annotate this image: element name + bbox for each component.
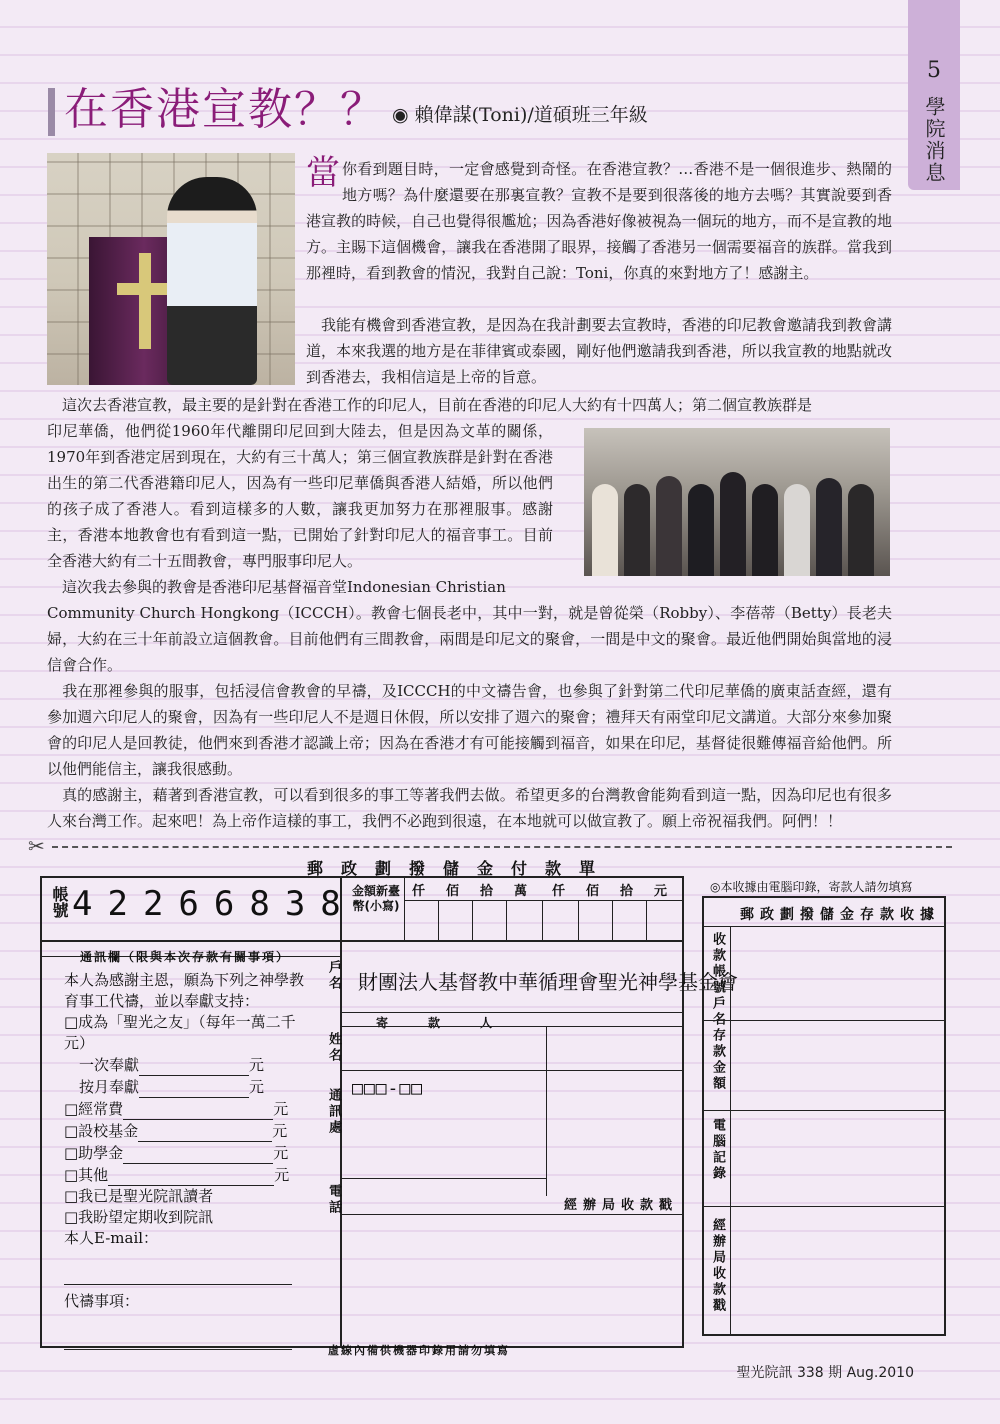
paragraph-2: 我能有機會到香港宣教，是因為在我計劃要去宣教時，香港的印尼教會邀請我到教會講道，本來我選的地方是在菲律賓或泰國，剛好他們邀請我到香港，所以我宣教的地點就改到香港去，我相信這是上帝的旨意。 bbox=[306, 316, 892, 386]
receipt-title: 郵政劃撥儲金存款收據 bbox=[740, 907, 940, 923]
machine-print-note: 虛線內備供機器印錄用請勿填寫 bbox=[328, 1344, 510, 1357]
postal-code-boxes: □□□-□□ bbox=[352, 1078, 424, 1099]
notice-header: 通訊欄（限與本次存款有關事項） bbox=[80, 950, 291, 964]
postmark-label: 經辦局收款戳 bbox=[564, 1198, 679, 1213]
payee-label: 戶名 bbox=[326, 960, 341, 992]
section-label: 學院消息 bbox=[922, 96, 946, 184]
paragraph-5: 我在那裡參與的服事，包括浸信會教會的早禱，及ICCCH的中文禱告會，也參與了針對第二代印尼華僑的廣東話查經，還有參加週六印尼人的聚會，因為有一些印尼人不是週日休假，所以安排了週六的聚會；禮拜天有兩堂印尼文講道。大部分來參加聚會的印尼人是回教徒，他們來到香港才認識上帝；因為在香港才有可能接觸到福音，如果在印尼，基督徒很難傳福音給他們。所以他們能信主，讓我很感動。 bbox=[47, 682, 892, 778]
scissors-icon: ✂ bbox=[28, 834, 45, 858]
donation-options: 本人為感謝主恩，願為下列之神學教育事工代禱，並以奉獻支持： □成為「聖光之友」（每年一萬二千元） 一次奉獻 元 按月奉獻 元 □經常費 元 □設校基金 元 □助學金 元 □其他 元 □我已是聖光院訊讀者 □我盼望定期收到院訊 本人E-mail： 代禱事項： bbox=[64, 970, 314, 1350]
title-accent-bar bbox=[48, 88, 55, 136]
paragraph-3-start: 這次去香港宣教，最主要的是針對在香港工作的印尼人，目前在香港的印尼人大約有十四萬人；第二個宣教族群是 bbox=[47, 396, 813, 414]
account-number: 42266838 bbox=[72, 884, 356, 924]
form-title: 郵政劃撥儲金付款單 bbox=[306, 859, 613, 878]
article-title: 在香港宣教？？ bbox=[64, 84, 386, 135]
page-number: 5 bbox=[927, 58, 941, 83]
payee-name: 財團法人基督教中華循理會聖光神學基金會 bbox=[358, 970, 738, 994]
section-tab bbox=[908, 0, 960, 190]
receipt-computer-label: 電腦記錄 bbox=[710, 1118, 725, 1182]
address-label: 通訊處 bbox=[326, 1088, 341, 1136]
postal-remittance-form: 郵政劃撥儲金付款單 帳號 42266838 金額新臺幣(小寫) 仟 佰 拾 萬 仟 佰 拾 元 通訊欄（限與本次存款有關事項） 本人為感謝主恩，願為下列之神學教育事工代禱，並以奉獻支持： □成為「聖光之友」（每年一萬二千元） 一次奉獻 元 按月奉獻 元 □經常費 元 □設校基金 元 □助學金 元 □其他 元 □我已是聖光院訊讀者 □我盼望定期收到院訊 本人E-mail： 代禱事項： 戶名 財團法人基督教中華循理會聖光神學基金會 寄 款 人 姓名 通訊處 □□□-□□ 電話 經辦局收款戳 虛線內備供機器印錄用請勿填寫 ◎本收據由電腦印錄，寄款人請勿填寫 郵政劃撥儲金存款收據 收款帳號戶名 存款金額 電腦記錄 經辦局收款戳 bbox=[40, 856, 952, 1356]
paragraph-1: 當你看到題目時，一定會感覺到奇怪。在香港宣教？…香港不是一個很進步、熱鬧的地方嗎？為什麼還要在那裏宣教？宣教不是要到很落後的地方去嗎？其實說要到香港宣教的時候，自己也覺得很尷尬；因為香港好像被視為一個玩的地方，而不是宣教的地方。主賜下這個機會，讓我在香港開了眼界，接觸了香港另一個需要福音的族群。當我到那裡時，看到教會的情況，我對自己說：Toni，你真的來對地方了！感謝主。 bbox=[306, 153, 892, 282]
paragraph-4-start: 這次我去參與的教會是香港印尼基督福音堂Indonesian Christian bbox=[47, 578, 506, 596]
receipt-amount-label: 存款金額 bbox=[710, 1028, 725, 1092]
receipt-note: ◎本收據由電腦印錄，寄款人請勿填寫 bbox=[710, 880, 913, 894]
depositor-header: 寄 款 人 bbox=[376, 1016, 507, 1030]
receipt-postmark-label: 經辦局收款戳 bbox=[710, 1218, 725, 1314]
name-label: 姓名 bbox=[326, 1032, 341, 1064]
preacher-photo bbox=[47, 153, 295, 385]
receipt-account-label: 收款帳號戶名 bbox=[710, 932, 725, 1028]
receipt-box bbox=[702, 896, 946, 1336]
amount-label: 金額新臺幣(小寫) bbox=[351, 884, 400, 913]
paragraph-4-cont: Community Church Hongkong（ICCCH）。教會七個長老中，其中一對，就是曾從榮（Robby）、李蓓蒂（Betty）長老夫婦，大約在三十年前設立這個教會。目前他們有三間教會，兩間是印尼文的聚會，一間是中文的聚會。最近他們開始與當地的浸信會合作。 bbox=[47, 604, 892, 674]
cut-line bbox=[52, 846, 952, 848]
account-label: 帳號 bbox=[50, 886, 69, 918]
phone-label: 電話 bbox=[326, 1184, 341, 1216]
dropcap: 當 bbox=[306, 153, 340, 193]
paragraph-3-cont: 印尼華僑，他們從1960年代離開印尼回到大陸去，但是因為文革的關係，1970年到香港定居到現在，大約有三十萬人；第三個宣教族群是針對在香港出生的第二代香港籍印尼人，因為有一些印尼華僑與香港人結婚，所以他們的孩子成了香港人。看到這樣多的人數，讓我更加努力在那裡服事。感謝主，香港本地教會也有看到這一點，已開始了針對印尼人的福音事工。目前全香港大約有二十五間教會，專門服事印尼人。 bbox=[47, 422, 553, 570]
page-footer: 聖光院訊 338 期 Aug.2010 bbox=[736, 1365, 914, 1381]
paragraph-6: 真的感謝主，藉著到香港宣教，可以看到很多的事工等著我們去做。希望更多的台灣教會能夠看到這一點，因為印尼也有很多人來台灣工作。起來吧！為上帝作這樣的事工，我們不必跑到很遠，在本地就可以做宣教了。願上帝祝福我們。阿們！！ bbox=[47, 786, 892, 830]
article-byline: ◉ 賴偉謀(Toni)/道碩班三年級 bbox=[392, 104, 648, 126]
group-photo bbox=[584, 428, 890, 576]
